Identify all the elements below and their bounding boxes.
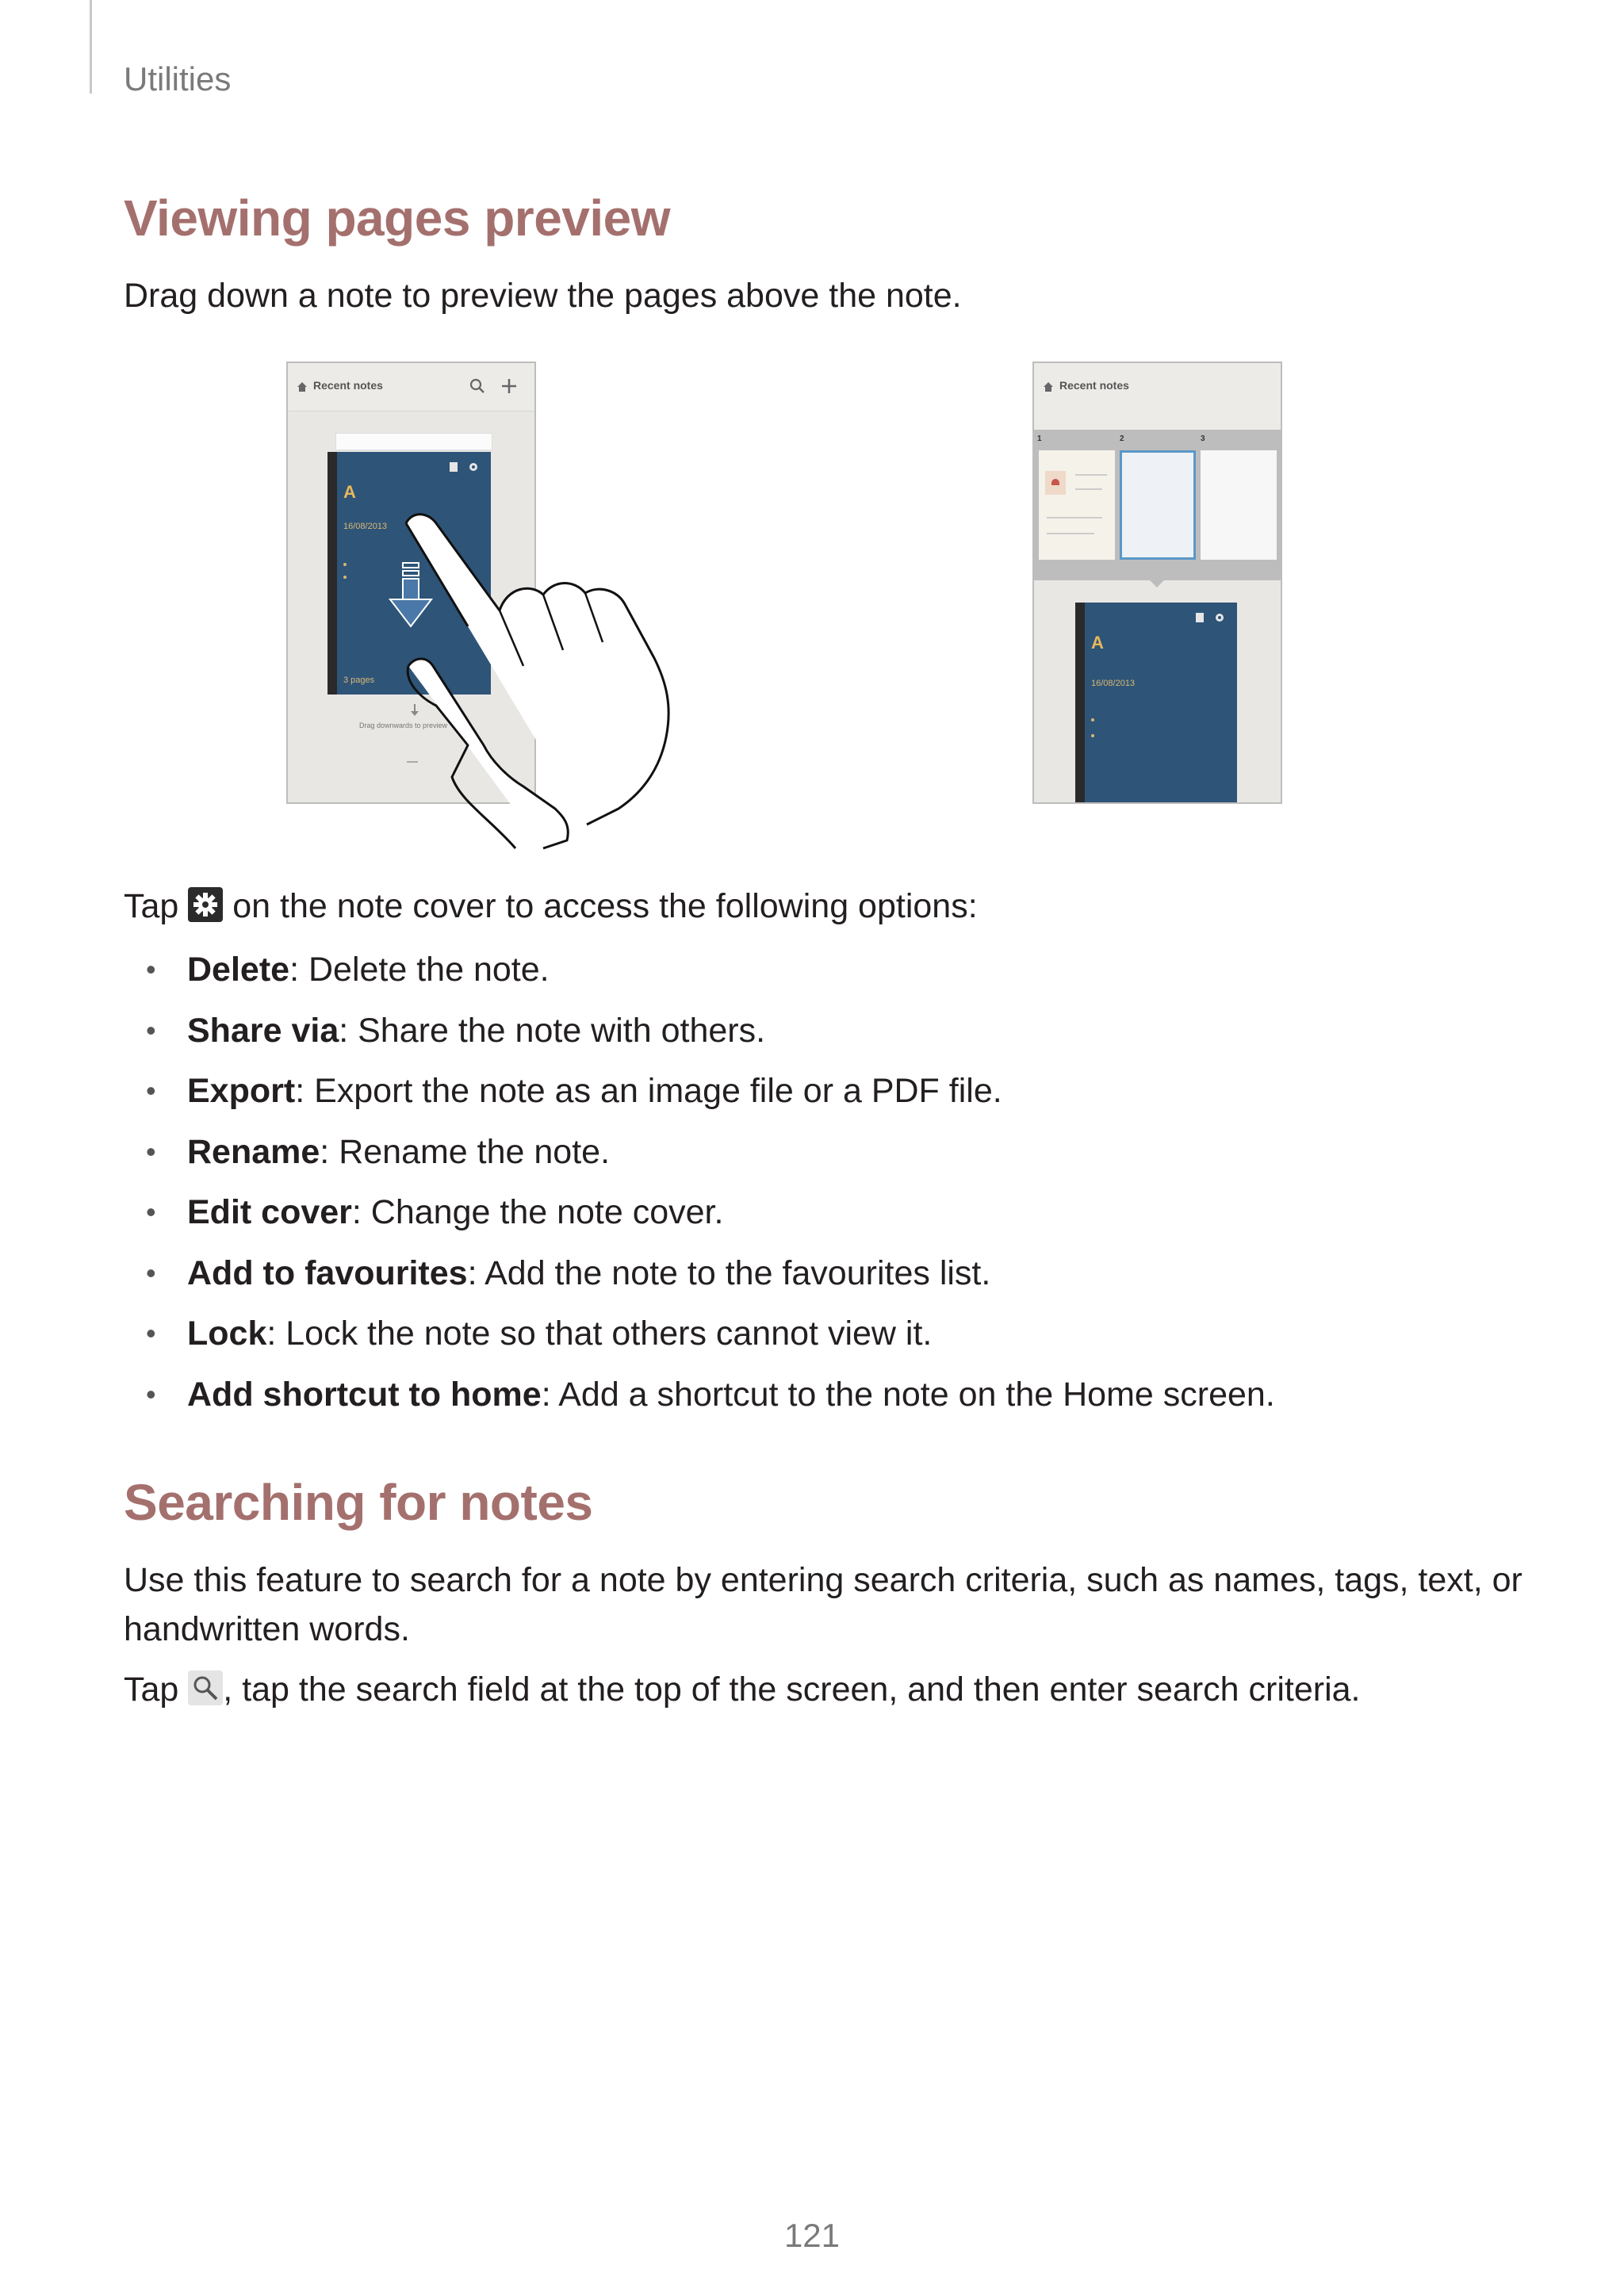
note-cover: [1075, 603, 1237, 802]
drag-hint: Drag downwards to preview: [359, 721, 448, 729]
pointer-notch: [1150, 580, 1164, 588]
home-icon: [296, 381, 308, 393]
option-term: Share via: [187, 1011, 339, 1050]
cover-letter: A: [343, 482, 356, 502]
sketch-mark: [1051, 479, 1059, 485]
options-list: [124, 945, 1275, 1430]
page-number: 121: [783, 2217, 841, 2254]
app-bar-title: Recent notes: [313, 379, 383, 392]
preview-intro: Drag down a note to preview the pages above the note.: [124, 277, 962, 315]
section-label: Utilities: [124, 60, 232, 98]
bullet: •: [146, 1013, 156, 1047]
add-icon: [500, 377, 518, 395]
search-instruction-before: Tap: [124, 1670, 179, 1709]
cover-spine: [327, 452, 337, 695]
options-intro-before: Tap: [124, 887, 179, 925]
list-item: [124, 1370, 1275, 1431]
app-bar: [1034, 363, 1281, 430]
search-intro-line1: Use this feature to search for a note by entering search criteria, such as names, tags, text, or: [124, 1561, 1522, 1599]
list-item: [124, 1249, 1275, 1310]
cover-dot: [343, 563, 347, 566]
cover-icons: [1194, 610, 1229, 625]
option-desc: : Rename the note.: [320, 1132, 611, 1171]
search-instruction-after: , tap the search field at the top of the screen, and then enter search criteria.: [223, 1670, 1361, 1709]
cover-pages: 3 pages: [343, 675, 375, 685]
cover-spine: [1075, 603, 1085, 802]
section-title-preview: Viewing pages preview: [124, 189, 671, 247]
option-desc: : Change the note cover.: [351, 1193, 724, 1231]
page-number: 1: [1037, 434, 1042, 443]
list-item: [124, 1006, 1275, 1067]
cover-date: 16/08/2013: [343, 522, 388, 531]
option-term: Edit cover: [187, 1193, 352, 1231]
option-desc: : Share the note with others.: [339, 1011, 766, 1050]
text-line: [1047, 533, 1094, 534]
options-intro: [124, 882, 978, 931]
app-bar-title: Recent notes: [1059, 379, 1129, 392]
options-intro-after: on the note cover to access the following options:: [232, 887, 978, 925]
option-desc: : Export the note as an image file or a PDF file.: [295, 1072, 1002, 1110]
bullet: •: [146, 1074, 156, 1107]
option-term: Export: [187, 1072, 296, 1110]
page-thumbnail: [1039, 450, 1115, 560]
search-icon: [188, 1670, 223, 1705]
cover-dot: [1091, 718, 1094, 721]
pages-strip: [1034, 430, 1281, 580]
search-icon: [469, 377, 486, 395]
bullet: •: [146, 1377, 156, 1410]
option-term: Add to favourites: [187, 1253, 468, 1292]
bullet: •: [146, 1256, 156, 1289]
header-rule: [90, 0, 92, 94]
page-thumbnail: [1201, 450, 1277, 560]
bullet: •: [146, 1196, 156, 1228]
option-desc: : Lock the note so that others cannot view it.: [266, 1314, 933, 1353]
list-item: [124, 1188, 1275, 1249]
option-desc: : Delete the note.: [289, 951, 550, 989]
screenshot-pages-preview: [1032, 362, 1282, 804]
list-item: [124, 945, 1275, 1006]
bullet: •: [146, 953, 156, 985]
text-line: [1047, 517, 1102, 519]
option-term: Rename: [187, 1132, 320, 1171]
drag-down-arrow-icon: [387, 561, 435, 629]
cover-dot: [1091, 734, 1094, 737]
cover-letter: A: [1091, 633, 1104, 652]
text-line: [1075, 474, 1107, 476]
app-bar: [288, 363, 534, 411]
section-title-search: Searching for notes: [124, 1474, 593, 1531]
bullet: •: [146, 1317, 156, 1349]
search-instruction: [124, 1665, 1360, 1714]
text-line: [1075, 488, 1102, 490]
option-term: Add shortcut to home: [187, 1375, 542, 1414]
option-term: Lock: [187, 1314, 267, 1353]
page-thumbnail-selected: [1120, 450, 1196, 560]
option-term: Delete: [187, 951, 290, 989]
page-number: 3: [1201, 434, 1205, 443]
bullet: •: [146, 1135, 156, 1168]
home-icon: [1042, 381, 1055, 393]
page-sheet: [335, 433, 492, 450]
cover-date: 16/08/2013: [1091, 679, 1136, 688]
list-item: [124, 1127, 1275, 1188]
option-desc: : Add a shortcut to the note on the Home screen.: [541, 1375, 1275, 1414]
gear-icon: [188, 887, 223, 922]
search-intro-line2: handwritten words.: [124, 1610, 410, 1648]
page-number: 2: [1120, 434, 1124, 443]
list-item: [124, 1066, 1275, 1127]
drag-gesture-hand-icon: [404, 507, 674, 848]
cover-dot: [343, 576, 347, 579]
option-desc: : Add the note to the favourites list.: [467, 1253, 991, 1292]
cover-icons: [448, 460, 483, 474]
list-item: [124, 1309, 1275, 1370]
